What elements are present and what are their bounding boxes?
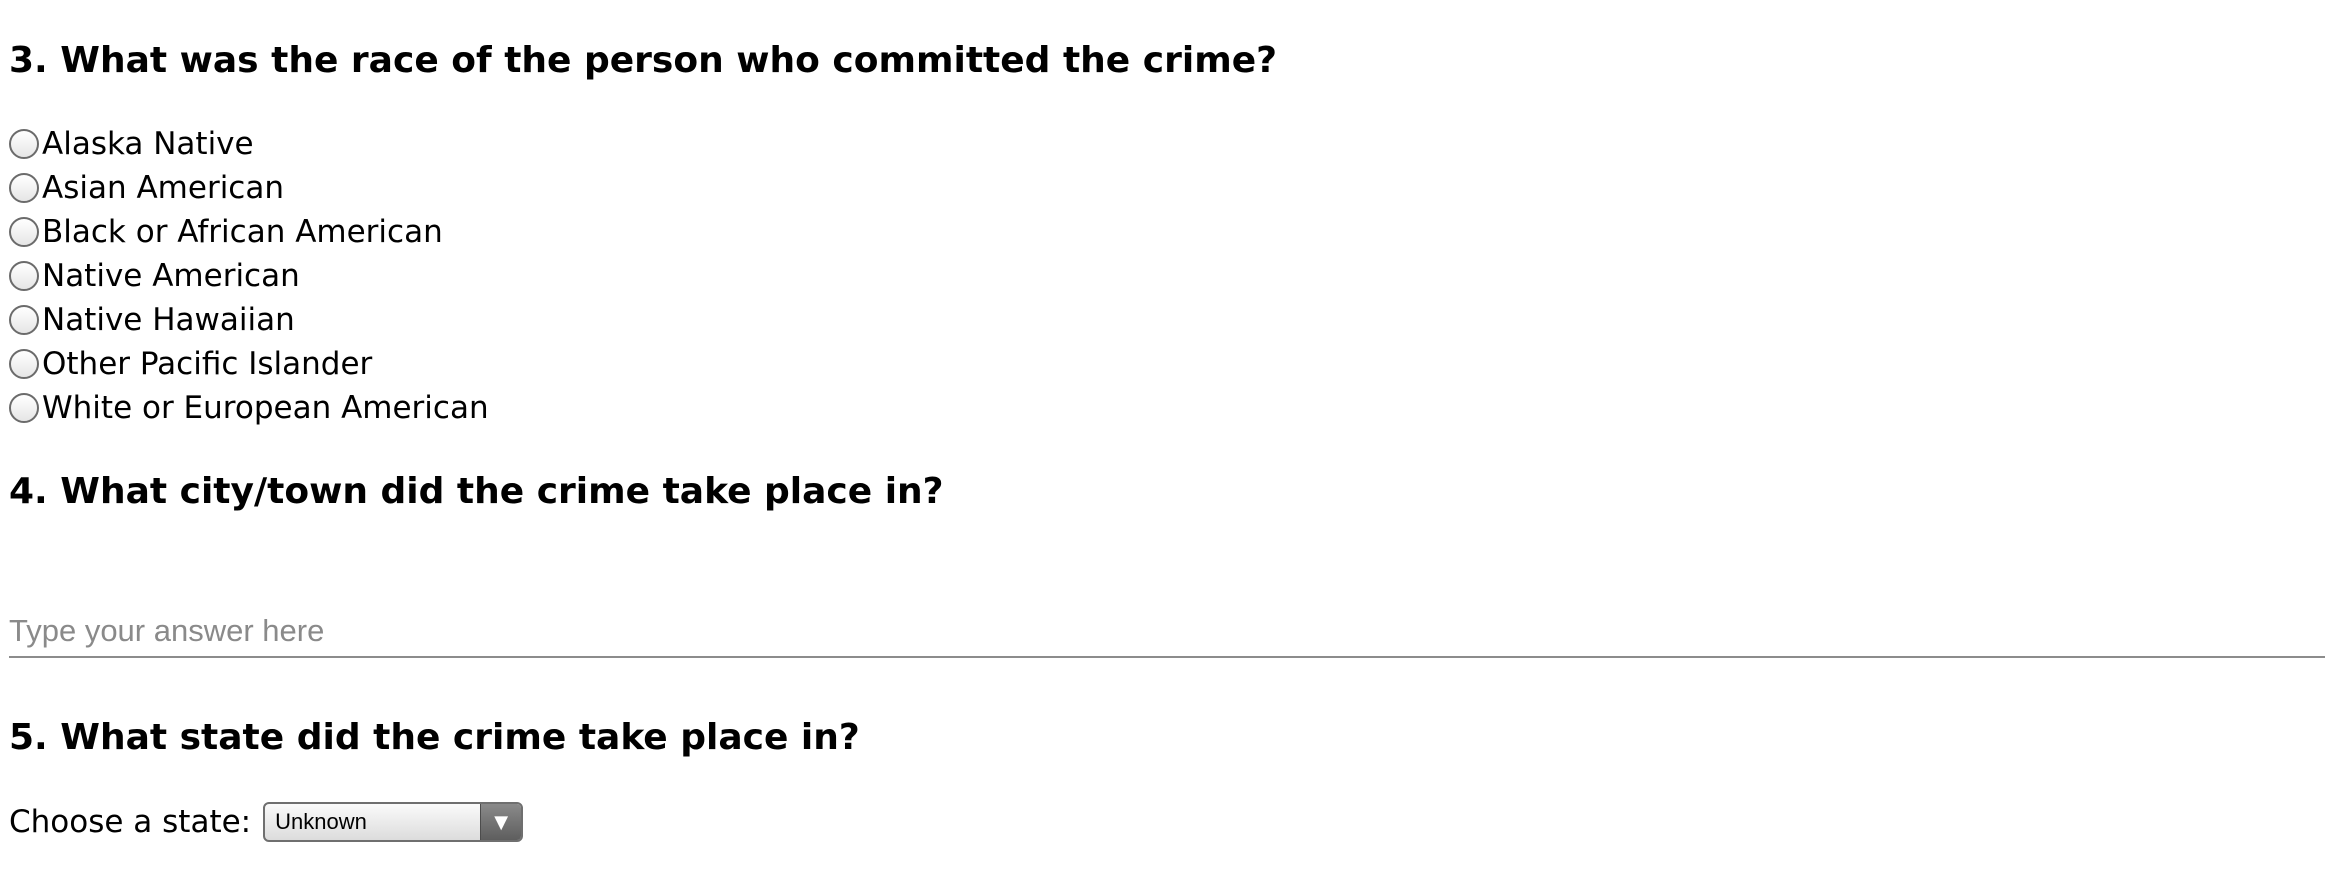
question-3-title: 3. What was the race of the person who committed the crime? (9, 40, 1277, 81)
radio-label[interactable]: White or European American (42, 390, 489, 426)
state-selected-value[interactable]: Unknown (275, 809, 367, 834)
radio-button[interactable] (9, 393, 39, 423)
race-option-black-or-african-american[interactable] (9, 210, 489, 254)
radio-button[interactable] (9, 129, 39, 159)
question-4-title: 4. What city/town did the crime take place in? (9, 471, 944, 512)
radio-button[interactable] (9, 305, 39, 335)
question-5-title: 5. What state did the crime take place in? (9, 717, 860, 758)
radio-label[interactable]: Other Pacific Islander (42, 346, 373, 382)
race-option-native-american[interactable] (9, 254, 489, 298)
radio-button[interactable] (9, 349, 39, 379)
state-select-label: Choose a state: (9, 804, 252, 840)
race-option-native-hawaiian[interactable] (9, 298, 489, 342)
radio-button[interactable] (9, 217, 39, 247)
chevron-down-icon[interactable]: ▼ (480, 804, 521, 840)
radio-label[interactable]: Native Hawaiian (42, 302, 295, 338)
radio-label[interactable]: Asian American (42, 170, 284, 206)
race-option-alaska-native[interactable] (9, 122, 489, 166)
radio-button[interactable] (9, 261, 39, 291)
radio-label[interactable]: Native American (42, 258, 300, 294)
radio-label[interactable]: Alaska Native (42, 126, 254, 162)
radio-button[interactable] (9, 173, 39, 203)
city-town-input[interactable] (9, 606, 2325, 658)
radio-label[interactable]: Black or African American (42, 214, 443, 250)
race-option-other-pacific-islander[interactable] (9, 342, 489, 386)
state-dropdown[interactable] (263, 802, 523, 842)
race-radio-group (9, 122, 489, 430)
race-option-asian-american[interactable] (9, 166, 489, 210)
race-option-white-or-european-american[interactable] (9, 386, 489, 430)
state-select-row (9, 800, 523, 844)
